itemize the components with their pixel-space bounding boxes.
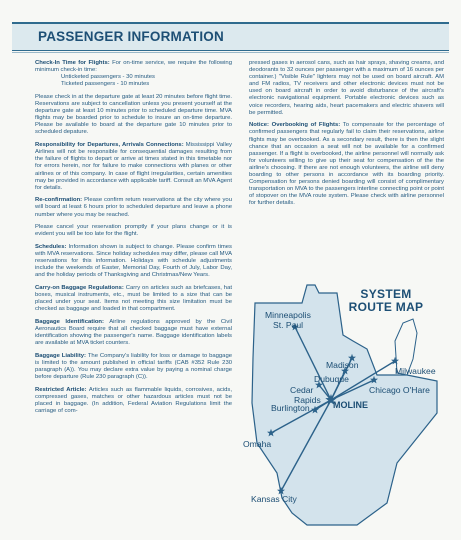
responsibility-section [35, 142, 232, 192]
page-title: PASSENGER INFORMATION [38, 29, 224, 44]
overbooking-body: To compensate for the percentage of confirmed passengers that regularly fail to claim their reservations, airline flights may be overbooked. As a secondary result, there is then the slight chance that an occasion a seat will not be available for a confirmed passenger. If a flight is overbooked, the airline personnel will normally ask for volunteers willing to give up their seat for compensation of the the airline's choosing. If there are not enough volunteers, the airline will deny boarding to other persons in accordance with its boarding priority. Compensation for persons denied boarding will consist of complimentary transportation on MVA to the passengers interline connecting point or point of stopover on the MVA route system. Please check with airline personnel for further details. [249, 122, 445, 207]
restricted-heading: Restricted Article: [35, 387, 87, 393]
city-kansas-city: Kansas City [251, 494, 297, 504]
carryon-body: Carry on articles such as briefcases, hat boxes, musical instruments, etc., must be limited to a size that can be placed under your seat. Items not meeting this size limitation must be checked as baggage and loaded in that compartment. [35, 285, 233, 313]
carryon-heading: Carry-on Baggage Regulations: [35, 285, 124, 292]
city-minneapolis-line2: St. Paul [273, 319, 304, 330]
map-title-line1: SYSTEM [360, 287, 412, 301]
baggage-id-section [35, 319, 232, 347]
restricted-body: Articles such as flammable liquids, corrosives, acids, compressed gases, matches or other hazardous articles must not be placed in baggage. (In addition, Federal Aviation Regulations limit the carriage of com- [35, 387, 233, 415]
schedules-body: Information shown is subject to change. Please confirm times with MVA reservations. Since holiday schedules may differ, please call MVA reservations for this information. Holidays with schedule adjustments include the weekends of Easter, Memorial Day, Fourth of July, Labor Day, and the holiday periods of Thanksgiving and Christmas/New Years. [35, 244, 233, 279]
continued-text: pressed gases in aerosol cans, such as hair sprays, shaving creams, and deodorants to 32 ounces per passenger with a maximum of 16 ounces per container.) "Visible Rule" lighters may not be used on board aircraft. AM and FM radios, TV receivers and other electronic devices must not be used on board aircraft in order to avoid disturbance of the aircraft's electronic navigational equipment. Portable electronic devices such as voice recorders, hearing aids, heart pacemakers and electric shavers will be permitted. [249, 60, 444, 116]
city-cedar-line2: Rapids [294, 394, 321, 405]
checkin-heading: Check-In Time for Flights: [35, 60, 110, 66]
city-dubuque: Dubuque [314, 374, 349, 384]
city-minneapolis [265, 311, 311, 330]
left-column [35, 60, 232, 421]
city-milwaukee: Milwaukee [395, 366, 436, 376]
city-cedar-line1: Cedar [290, 385, 314, 395]
departure-gate-text: Please check in at the departure gate at least 20 minutes before flight time. Reservations are subject to cancellation unless you present yourself at the departure gate at least 10 minutes prior to scheduled departure time. MVA flights may be boarded prior to schedule to insure an on-time departure. Please be available to board at the departure gate 10 minutes prior to scheduled depature. [35, 93, 232, 136]
liability-section [35, 353, 232, 381]
responsibility-body: Mississippi Valley Airlines will not be responsible for consequential damages resulting from the failure of flights to depart or arrive at times stated in this timetable nor for errors herein, nor for failure to make connections with planes or other airlines or of this company. In case of flight irregularities, certain amenities may be provided in accordance with applicable tariff. Consult an MVA Agent for details. [35, 142, 232, 191]
baggage-id-heading: Baggage Identification: [35, 319, 104, 326]
baggage-id-body: Airline regulations approved by the Civil Aeronautics Board require that all checked baggage must have external identification showing the passenger's name. Baggage identification labels are available at MVA ticket counters. [35, 319, 232, 347]
map-title [331, 288, 441, 314]
right-column [249, 60, 444, 213]
city-madison: Madison [326, 360, 359, 370]
city-chicago: Chicago O'Hare [369, 385, 430, 395]
reconfirm-body: Please confirm return reservations at the city where you will board at least 6 hours prior to scheduled departure and leave a phone number where you may be reached. [35, 197, 232, 218]
schedules-heading: Schedules: [35, 244, 67, 251]
divider [12, 52, 449, 53]
city-burlington: Burlington [271, 403, 310, 413]
section-header [12, 22, 449, 51]
overbooking-section [249, 122, 444, 207]
schedules-section [35, 244, 232, 279]
city-minneapolis-line1: Minneapolis [265, 310, 311, 320]
checkin-section [35, 60, 232, 88]
map-title-line2: ROUTE MAP [348, 300, 424, 314]
liability-body: The Company's liability for loss or damage to baggage is limited to the amount published in official tariffs (CAB #352 Rule 230 paragraph (A)). You may declare extra value by paying a nominal charge before departure (Rule 230 paragraph (C)). [35, 353, 232, 381]
checkin-ticketed: Ticketed passengers - 10 minutes [61, 81, 150, 88]
liability-heading: Baggage Liability: [35, 353, 87, 360]
checkin-unticketed: Unticketed passengers - 30 minutes [61, 74, 155, 81]
city-omaha: Omaha [243, 439, 272, 449]
reconfirm-section [35, 197, 232, 218]
restricted-section [35, 387, 232, 415]
city-moline-hub: MOLINE [333, 400, 368, 410]
carryon-section [35, 285, 232, 313]
responsibility-heading: Responsibility for Departures, Arrivals Connections: [35, 142, 184, 149]
overbooking-heading: Notice: Overbooking of Flights: [249, 122, 341, 129]
checkin-body: For on-time service, we require the following minimum check-in time: [35, 60, 232, 74]
reconfirm-heading: Re-confirmation: [35, 197, 83, 204]
route-map [243, 263, 450, 528]
cancel-text: Please cancel your reservation promptly if your plans change or it is evident you will be too late for the flight. [35, 224, 232, 238]
